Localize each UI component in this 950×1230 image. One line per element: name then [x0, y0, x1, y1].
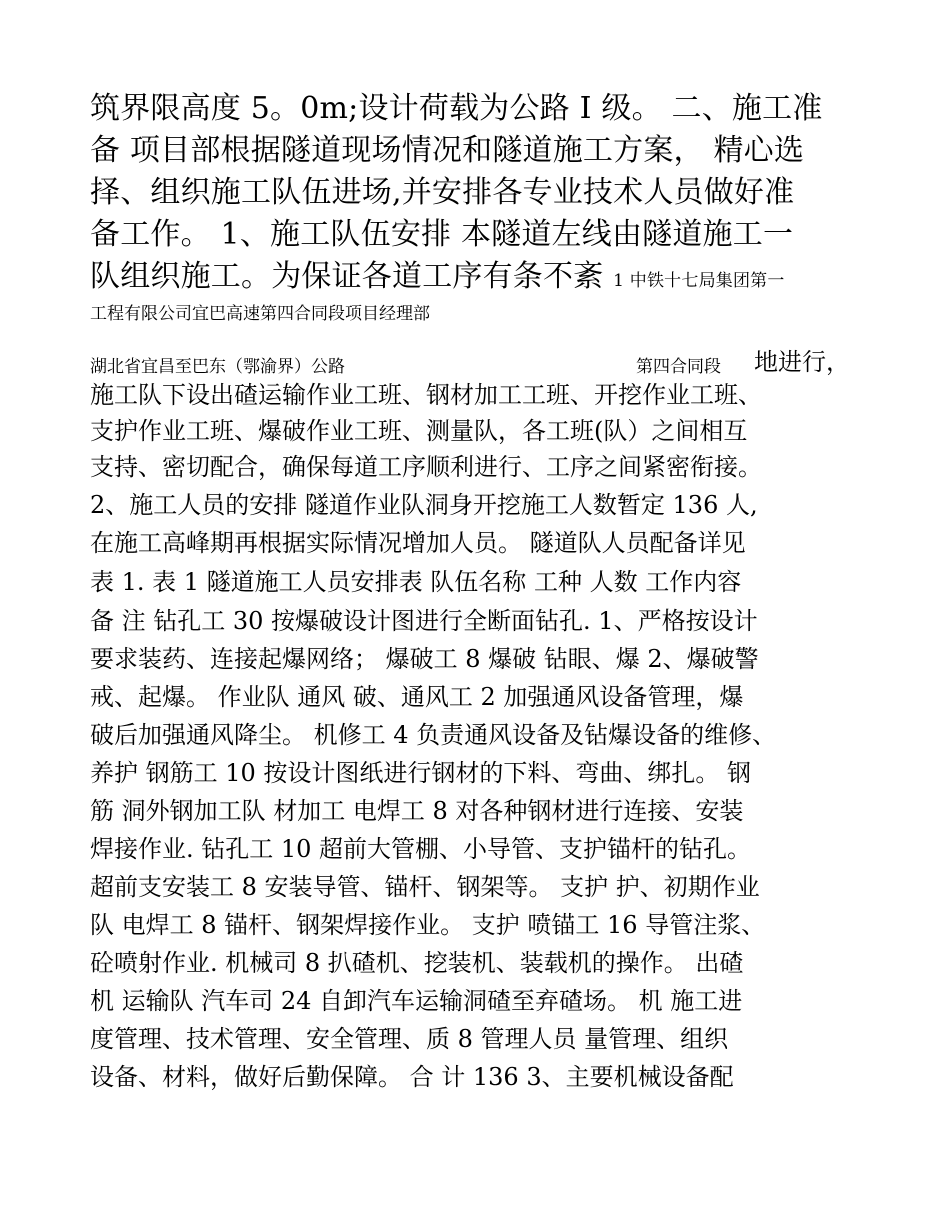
body-line: 备 注 钻孔工 30 按爆破设计图进行全断面钻孔. 1、严格按设计: [90, 607, 758, 635]
body-line: 支护作业工班、爆破作业工班、测量队，各工班(队）之间相互: [90, 417, 748, 445]
body-line: 焊接作业. 钻孔工 10 超前大管棚、小导管、支护锚杆的钻孔。: [90, 835, 752, 863]
paragraph-line-5-main: 队组织施工。为保证各道工序有条不紊: [90, 259, 604, 294]
body-line: 队 电焊工 8 锚杆、钢架焊接作业。 支护 喷锚工 16 导管注浆、: [90, 911, 766, 939]
paragraph-line-5: [90, 256, 785, 302]
paragraph-line-2: 备 项目部根据隧道现场情况和隧道施工方案， 精心选: [90, 133, 805, 168]
paragraph-line-3: 择、组织施工队伍进场,并安排各专业技术人员做好准: [90, 175, 795, 210]
body-line: 超前支安装工 8 安装导管、锚杆、钢架等。 支护 护、初期作业: [90, 873, 760, 901]
body-line: 度管理、技术管理、安全管理、质 8 管理人员 量管理、组织: [90, 1025, 729, 1053]
continued-text: 地进行，: [754, 348, 850, 376]
body-line: 表 1. 表 1 隧道施工人员安排表 队伍名称 工种 人数 工作内容: [90, 568, 742, 596]
paragraph-line-4: 备工作。 1、施工队伍安排 本隧道左线由隧道施工一: [90, 217, 794, 252]
page-header-right: 第四合同段: [636, 357, 721, 377]
body-line: 破后加强通风降尘。 机修工 4 负责通风设备及钻爆设备的维修、: [90, 721, 777, 749]
body-line: 支持、密切配合，确保每道工序顺利进行、工序之间紧密衔接。: [90, 453, 762, 481]
body-line: 养护 钢筋工 10 按设计图纸进行钢材的下料、弯曲、绑扎。 钢: [90, 759, 752, 787]
body-line: 施工队下设出碴运输作业工班、钢材加工工班、开挖作业工班、: [90, 381, 762, 409]
body-line: 筋 洞外钢加工队 材加工 电焊工 8 对各种钢材进行连接、安装: [90, 797, 744, 825]
page-header-left: 湖北省宜昌至巴东（鄂渝界）公路: [90, 357, 345, 377]
body-line: 机 运输队 汽车司 24 自卸汽车运输洞碴至弃碴场。 机 施工进: [90, 987, 743, 1015]
body-line: 戒、起爆。 作业队 通风 破、通风工 2 加强通风设备管理，爆: [90, 683, 744, 711]
body-line: 在施工高峰期再根据实际情况增加人员。 隧道队人员配备详见: [90, 529, 746, 557]
paragraph-line-1: 筑界限高度 5。0m;设计荷载为公路 I 级。 二、施工准: [90, 91, 823, 126]
body-line: 要求装药、连接起爆网络； 爆破工 8 爆破 钻眼、爆 2、爆破警: [90, 645, 759, 673]
body-line: 设备、材料，做好后勤保障。 合 计 136 3、主要机械设备配: [90, 1063, 734, 1091]
body-line: 砼喷射作业. 机械司 8 扒碴机、挖装机、装载机的操作。 出碴: [90, 949, 744, 977]
company-footer-line: 工程有限公司宜巴高速第四合同段项目经理部: [90, 304, 430, 324]
page-number-company-text: 1 中铁十七局集团第一: [613, 271, 785, 291]
body-line: 2、施工人员的安排 隧道作业队洞身开挖施工人数暂定 136 人,: [90, 491, 758, 519]
